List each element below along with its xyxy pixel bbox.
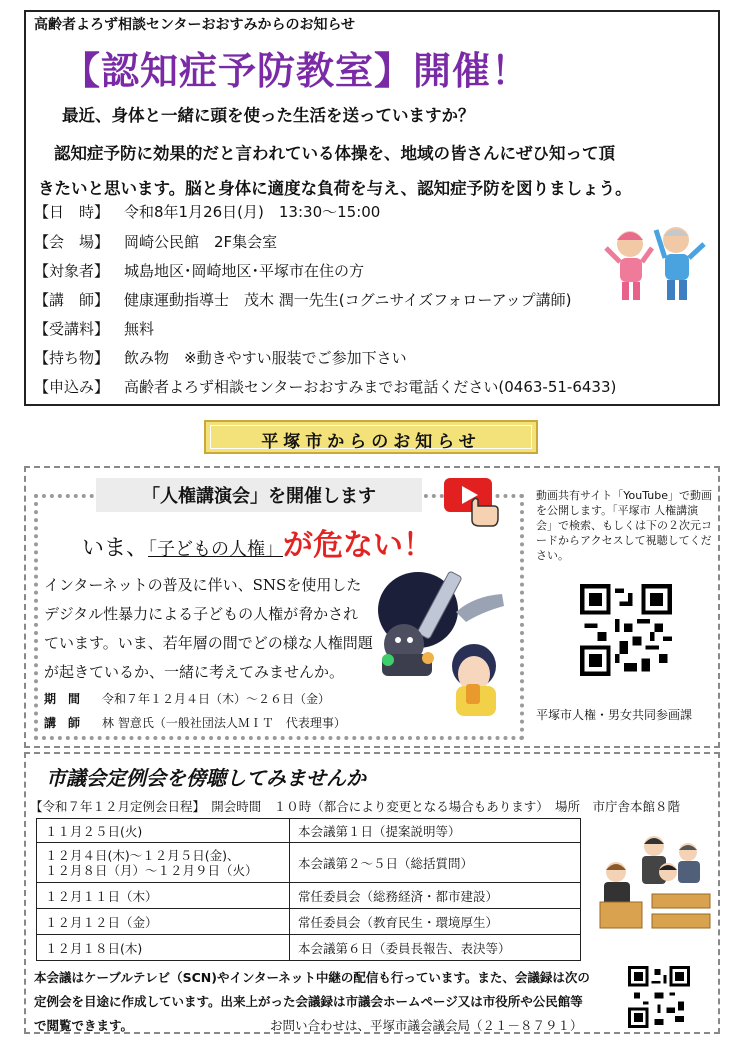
info-label-target: 【対象者】 bbox=[34, 262, 110, 280]
notice-header: 高齢者よろず相談センターおおすみからのお知らせ bbox=[34, 17, 356, 33]
footer-line-1: 本会議はケーブルテレビ（SCN)やインターネット中継の配信も行っています。また、会議録は次の bbox=[34, 970, 590, 985]
council-schedule-header: 【令和７年１２月定例会日程】 開会時間 １０時（都合により変更となる場合もあります） 場所 市庁舎本館８階 bbox=[30, 799, 681, 814]
lecturer-label: 講 師 bbox=[44, 716, 81, 730]
youtube-tap-icon bbox=[442, 472, 500, 530]
description-line-3: ています。いま、若年層の間でどの様な人権問題 bbox=[44, 634, 373, 652]
qr-code[interactable] bbox=[628, 966, 690, 1028]
table-row bbox=[37, 909, 581, 935]
schedule-date: １２月４日(木)～１２月５日(金)、 １２月８日（月）～１２月９日（火） bbox=[37, 843, 290, 883]
danger-prefix: いま、 bbox=[82, 536, 149, 561]
danger-headline bbox=[82, 520, 433, 564]
danger-quote: 「子どもの人権」 bbox=[148, 539, 284, 560]
info-value-lecturer: 健康運動指導士 茂木 潤一先生(コグニサイズフォローアップ講師) bbox=[124, 291, 572, 309]
intro-line-3: きたいと思います。脳と身体に適度な負荷を与え、認知症予防を図りましょう。 bbox=[38, 179, 632, 198]
info-value-venue: 岡崎公民館 2F集会室 bbox=[124, 233, 278, 251]
lecture-title: 「人権講演会」を開催します bbox=[142, 486, 376, 507]
lecture-lecturer bbox=[44, 714, 346, 731]
city-banner bbox=[204, 420, 538, 454]
description-line-4: が起きているか、一緒に考えてみませんか。 bbox=[44, 663, 345, 681]
table-row bbox=[37, 843, 581, 883]
city-banner-text: 平塚市からのお知らせ bbox=[261, 432, 481, 452]
council-title: 市議会定例会を傍聴してみませんか bbox=[46, 766, 366, 790]
contact-info: お問い合わせは、平塚市議会議会局（２１－８７９１） bbox=[270, 1018, 583, 1033]
description-line-1: インターネットの普及に伴い、SNSを使用した bbox=[44, 576, 362, 594]
info-value-datetime: 令和8年1月26日(月) 13:30～15:00 bbox=[124, 203, 381, 221]
footer-line-2: 定例会を目途に作成しています。出来上がった会議録は市議会ホームページ又は市役所や公民館等 bbox=[34, 994, 583, 1009]
table-row bbox=[37, 883, 581, 909]
council-schedule-table bbox=[36, 818, 581, 961]
info-label-lecturer: 【講 師】 bbox=[34, 291, 110, 309]
footer-line-3: で閲覧できます。 bbox=[34, 1018, 134, 1033]
info-label-belongings: 【持ち物】 bbox=[34, 349, 110, 367]
period-value: 令和７年１２月４日（木）～２６日（金） bbox=[102, 692, 331, 706]
council-illustration bbox=[596, 828, 714, 946]
table-row bbox=[37, 935, 581, 961]
schedule-event: 本会議第６日（委員長報告、表決等） bbox=[290, 935, 581, 961]
schedule-date: １２月１２日（金） bbox=[37, 909, 290, 935]
schedule-event: 常任委員会（教育民生・環境厚生） bbox=[290, 909, 581, 935]
qr-code[interactable] bbox=[580, 584, 672, 676]
danger-word: が危ない！ bbox=[283, 528, 434, 563]
lecture-title-box bbox=[96, 478, 422, 512]
info-value-fee: 無料 bbox=[124, 320, 155, 338]
info-label-fee: 【受講料】 bbox=[34, 320, 110, 338]
info-label-apply: 【申込み】 bbox=[34, 378, 110, 396]
info-value-belongings: 飲み物 ※動きやすい服装でご参加下さい bbox=[124, 349, 407, 367]
table-row bbox=[37, 819, 581, 843]
info-label-venue: 【会 場】 bbox=[34, 233, 110, 251]
schedule-event: 常任委員会（総務経済・都市建設） bbox=[290, 883, 581, 909]
youtube-description: 動画共有サイト「YouTube」で動画を公開します。「平塚市 人権講演会」で検索、もしくは下の２次元コードからアクセスして視聴してください。 bbox=[536, 489, 712, 562]
schedule-event: 本会議第１日（提案説明等） bbox=[290, 819, 581, 843]
info-label-datetime: 【日 時】 bbox=[34, 203, 110, 221]
schedule-date: １１月２５日(火) bbox=[37, 819, 290, 843]
notice-title: 【認知症予防教室】開催！ bbox=[62, 49, 531, 93]
info-value-target: 城島地区･岡崎地区･平塚市在住の方 bbox=[124, 262, 365, 280]
schedule-event: 本会議第２～５日（総括質問） bbox=[290, 843, 581, 883]
exercise-illustration bbox=[600, 218, 712, 304]
schedule-date: １２月１１日（木） bbox=[37, 883, 290, 909]
period-label: 期 間 bbox=[44, 692, 81, 706]
info-value-apply: 高齢者よろず相談センターおおすみまでお電話ください(0463-51-6433) bbox=[124, 378, 617, 396]
intro-line-2: 認知症予防に効果的だと言われている体操を、地域の皆さんにぜひ知って頂 bbox=[54, 144, 615, 163]
phone-threat-illustration bbox=[374, 566, 522, 716]
description-line-2: デジタル性暴力による子どもの人権が脅かされ bbox=[44, 605, 359, 623]
lecturer-value: 林 智意氏（一般社団法人ＭＩＴ 代表理事） bbox=[102, 716, 346, 730]
intro-line-1: 最近、身体と一緒に頭を使った生活を送っていますか？ bbox=[62, 106, 475, 125]
lecture-period bbox=[44, 690, 330, 707]
department-name: 平塚市人権・男女共同参画課 bbox=[536, 708, 693, 722]
schedule-date: １２月１８日(木) bbox=[37, 935, 290, 961]
